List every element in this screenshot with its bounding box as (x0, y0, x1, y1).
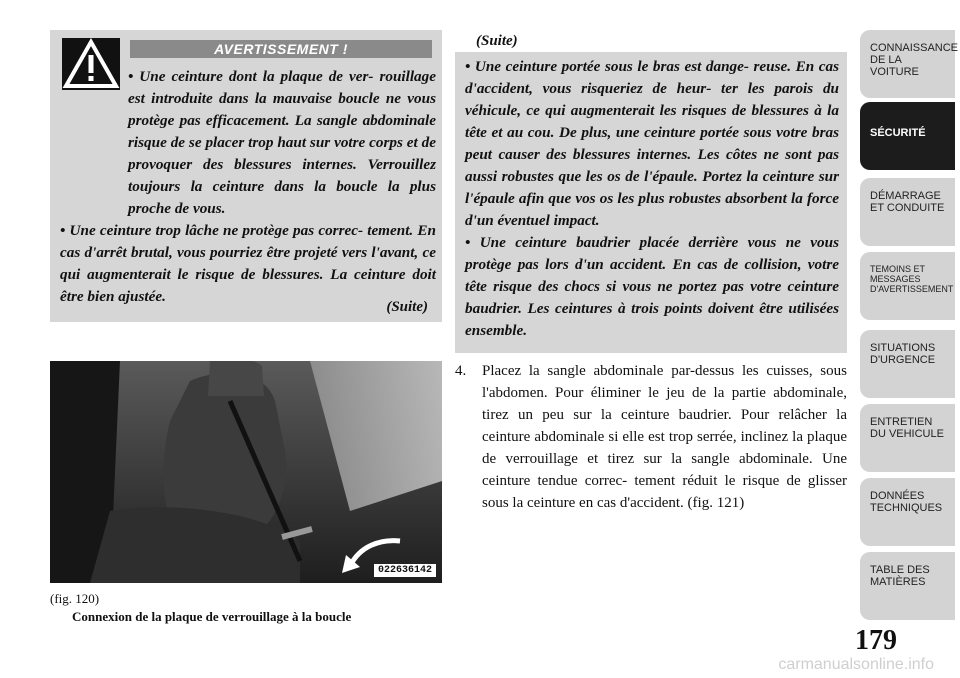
tab-table-des-matieres[interactable] (860, 552, 955, 620)
warning-box-continued (455, 52, 847, 353)
tab-label: TEMOINS ET (870, 264, 926, 274)
tab-securite[interactable] (860, 102, 955, 170)
instruction-step (455, 360, 847, 514)
tab-demarrage[interactable] (860, 178, 955, 246)
figure-caption (50, 590, 442, 626)
warning-box (50, 30, 442, 322)
watermark: carmanualsonline.info (778, 656, 934, 673)
warning-title: AVERTISSEMENT ! (130, 40, 432, 58)
tab-label: DU VEHICULE (870, 428, 944, 440)
warning-paragraph: • Une ceinture trop lâche ne protège pas correc- tement. En cas d'arrêt brutal, vous pourriez être projeté vers l'avant, ce qui augmenterait le risque de blessures. La ceinture doit être bien ajustée. (60, 222, 436, 305)
figure-code: 022636142 (374, 564, 436, 577)
warning-paragraph: • Une ceinture baudrier placée derrière vous ne vous protège pas lors d'un accident. En cas de collision, votre tête risque des chocs si vous ne portez pas votre ceinture baudrier. Les ceintures à trois points doivent être utilisées ensemble. (465, 234, 839, 339)
step-number: 4. (455, 363, 467, 379)
tab-label: DÉMARRAGE (870, 190, 941, 202)
tab-donnees[interactable] (860, 478, 955, 546)
page-number: 179 (855, 625, 897, 656)
tab-label: ENTRETIEN (870, 416, 933, 428)
figure-image (50, 361, 442, 583)
seat-photo (50, 361, 442, 583)
continued-label: (Suite) (476, 33, 518, 49)
figure-caption-text: Connexion de la plaque de verrouillage à la boucle (72, 609, 352, 624)
tab-label: D'AVERTISSEMENT (870, 284, 954, 294)
warning-paragraph: • Une ceinture portée sous le bras est dange- reuse. En cas d'accident, vous risqueriez de heur- ter les parois du véhicule, ce qui augmenterait les risques de blessures à la tête et au cou. De plus, une ceinture portée sous votre bras peut causer des blessures internes. Les côtes ne sont pas aussi robustes que les os de l'épaule. Portez la ceinture sur l'épaule afin que vos os les plus robustes absorbent la force d'un éventuel impact. (465, 58, 839, 229)
tab-connaissance[interactable] (860, 30, 959, 98)
tab-label: MATIÈRES (870, 576, 926, 588)
tab-temoins[interactable] (860, 252, 955, 320)
tab-label: SITUATIONS (870, 342, 936, 354)
figure-label: (fig. 120) (50, 591, 100, 606)
tab-situations[interactable] (860, 330, 955, 398)
warning-paragraph: • Une ceinture dont la plaque de ver- rouillage est introduite dans la mauvaise boucle ne vous protège pas efficacement. La sangle abdominale risque de se placer trop haut sur votre corps et de provoquer des blessures internes. Verrouillez toujours la ceinture dans la boucle la plus proche de vous. (128, 68, 436, 217)
tab-label: MESSAGES (870, 274, 921, 284)
tab-label: TABLE DES (870, 564, 930, 576)
warning-text (60, 66, 436, 308)
tab-label: DONNÉES (870, 490, 925, 502)
tab-label: D'URGENCE (870, 354, 936, 366)
tab-entretien[interactable] (860, 404, 955, 472)
step-text: Placez la sangle abdominale par-dessus les cuisses, sous l'abdomen. Pour éliminer le jeu de la partie abdominale, tirez un peu sur la ceinture baudrier. Pour relâcher la ceinture abdominale si elle est trop serrée, inclinez la plaque de verrouillage et tirez sur la sangle abdominale. Une ceinture tendue correc- tement réduit le risque de glisser sous la ceinture en cas d'accident. (fig. 121) (482, 363, 847, 511)
warning-text (465, 56, 839, 342)
continued-label: (Suite) (386, 299, 428, 315)
tab-label: SÉCURITÉ (870, 127, 926, 139)
tab-label: CONNAISSANCE (870, 42, 959, 54)
tab-label: ET CONDUITE (870, 202, 945, 214)
tab-label: DE LA VOITURE (870, 54, 919, 78)
tab-label: TECHNIQUES (870, 502, 943, 514)
